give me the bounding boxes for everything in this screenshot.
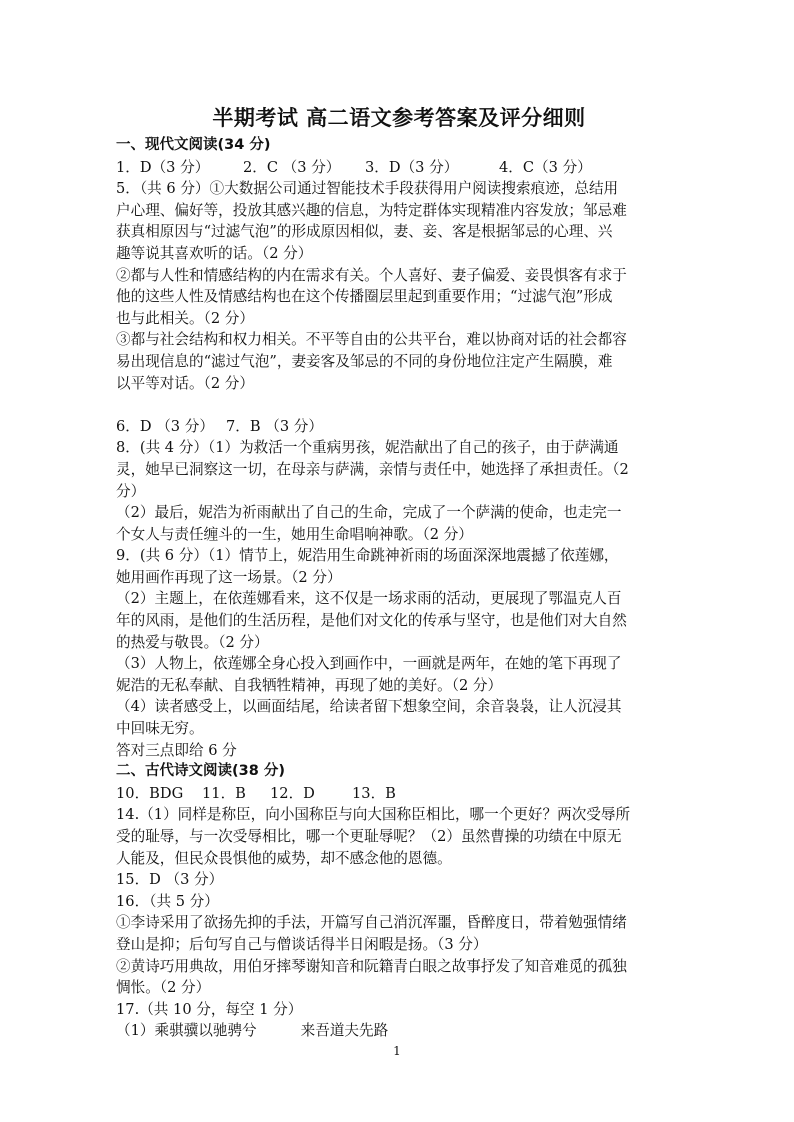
text-line: 16．（共 5 分） xyxy=(116,892,219,910)
answer-17-1 xyxy=(116,1020,682,1042)
text-line: ②黄诗巧用典故，用伯牙摔琴谢知音和阮籍青白眼之故事抒发了知音难觅的孤独 xyxy=(116,957,627,975)
answer-17-heading: 17.（共 10 分，每空 1 分） xyxy=(116,1000,303,1018)
text-line: （4）读者感受上，以画面结尾，给读者留下想象空间，余音袅袅，让人沉浸其 xyxy=(116,698,622,716)
answer-13: 13．B xyxy=(352,784,396,802)
text-line: 登山是抑；后句写自己与僧谈话得半日闲暇是扬。（3 分） xyxy=(116,935,488,953)
spacer xyxy=(116,394,682,416)
text-line: （2）最后，妮浩为祈雨献出了自己的生命，完成了一个萨满的使命，也走完一 xyxy=(116,504,622,522)
answer-3: 3．D（3 分） xyxy=(365,158,459,176)
section-heading-modern-reading: 一、现代文阅读(34 分) xyxy=(116,137,271,153)
text-line: 中回味无穷。 xyxy=(116,720,204,738)
text-line: 年的风雨，是他们的生活历程，是他们对文化的传承与坚守，也是他们对大自然 xyxy=(116,612,627,630)
text-line: 分） xyxy=(116,482,146,500)
text-line: 易出现信息的“滤过气泡”，妻妾客及邹忌的不同的身份地位注定产生隔膜，难 xyxy=(116,352,613,370)
answer-17-1-a: （1）乘骐骥以驰骋兮 xyxy=(116,1022,257,1040)
answer-1: 1．D（3 分） xyxy=(116,158,210,176)
text-line: ②都与人性和情感结构的内在需求有关。个人喜好、妻子偏爱、妾畏惧客有求于 xyxy=(116,266,627,284)
text-line: 受的耻辱，与一次受辱相比，哪一个更耻辱呢？（2）虽然曹操的功绩在中原无 xyxy=(116,828,622,845)
answer-11: 11．B xyxy=(202,784,246,802)
answer-2: 2．C （3 分） xyxy=(243,158,341,176)
answer-sheet xyxy=(116,104,682,1042)
mc-answers-10-13 xyxy=(116,783,682,805)
answer-6: 6．D （3 分） xyxy=(116,417,214,435)
answer-8 xyxy=(116,437,682,545)
text-line: ③都与社会结构和权力相关。不平等自由的公共平台，难以协商对话的社会都容 xyxy=(116,331,627,349)
answer-14 xyxy=(116,804,682,869)
text-line: 灵，她早已洞察这一切，在母亲与萨满，亲情与责任中，她选择了承担责任。（2 xyxy=(116,460,629,478)
mc-answers-6-7 xyxy=(116,416,682,438)
text-line: 他的这些人性及情感结构也在这个传播圈层里起到重要作用；“过滤气泡”形成 xyxy=(116,288,613,306)
answer-15: 15．D （3 分） xyxy=(116,871,224,889)
text-line: 的热爱与敬畏。（2 分） xyxy=(116,633,269,651)
answer-5 xyxy=(116,178,682,394)
page-number: 1 xyxy=(393,1044,401,1058)
text-line: 14.（1）同样是称臣，向小国称臣与向大国称臣相比，哪一个更好？两次受辱所 xyxy=(116,806,631,824)
text-line: （2）主题上，在依莲娜看来，这不仅是一场求雨的活动，更展现了鄂温克人百 xyxy=(116,590,622,608)
text-line: 人能及，但民众畏惧他的威势，却不感念他的恩德。 xyxy=(116,849,452,867)
text-line: 5．（共 6 分）①大数据公司通过智能技术手段获得用户阅读搜索痕迹，总结用 xyxy=(116,180,619,198)
text-line: 获真相原因与“过滤气泡”的形成原因相似，妻、妾、客是根据邹忌的心理、兴 xyxy=(116,223,613,241)
text-line: ①李诗采用了欲扬先抑的手法，开篇写自己消沉浑噩，昏醉度日，带着勉强情绪 xyxy=(116,914,627,932)
text-line: 户心理、偏好等，投放其感兴趣的信息，为特定群体实现精准内容发放；邹忌难 xyxy=(116,201,627,219)
mc-answers-1-4 xyxy=(116,157,682,179)
page-title: 半期考试 高二语文参考答案及评分细则 xyxy=(212,105,586,130)
text-line: 以平等对话。（2 分） xyxy=(116,374,254,392)
text-line: 个女人与责任缠斗的一生，她用生命唱响神歌。（2 分） xyxy=(116,525,473,543)
text-line: 8．(共 4 分）（1）为救活一个重病男孩，妮浩献出了自己的孩子，由于萨满通 xyxy=(116,439,619,457)
text-line: 趣等说其喜欢听的话。（2 分） xyxy=(116,244,313,262)
answer-12: 12．D xyxy=(270,784,315,802)
text-line: 惆怅。（2 分） xyxy=(116,979,211,997)
answer-7: 7．B （3 分） xyxy=(226,417,323,435)
answer-10: 10．BDG xyxy=(116,784,184,802)
text-line: 9．(共 6 分）（1）情节上，妮浩用生命跳神祈雨的场面深深地震撼了依莲娜， xyxy=(116,547,619,565)
answer-9 xyxy=(116,545,682,761)
answer-17-1-b: 来吾道夫先路 xyxy=(300,1022,389,1040)
section-heading-classical-reading: 二、古代诗文阅读(38 分) xyxy=(116,763,285,780)
text-line: （3）人物上，依莲娜全身心投入到画作中，一画就是两年，在她的笔下再现了 xyxy=(116,655,622,673)
answer-16 xyxy=(116,891,682,999)
text-line: 答对三点即给 6 分 xyxy=(116,741,237,759)
text-line: 她用画作再现了这一场景。（2 分） xyxy=(116,568,342,586)
text-line: 也与此相关。（2 分） xyxy=(116,309,254,327)
answer-4: 4．C（3 分） xyxy=(499,158,592,176)
text-line: 妮浩的无私奉献、自我牺牲精神，再现了她的美好。（2 分） xyxy=(116,676,503,694)
